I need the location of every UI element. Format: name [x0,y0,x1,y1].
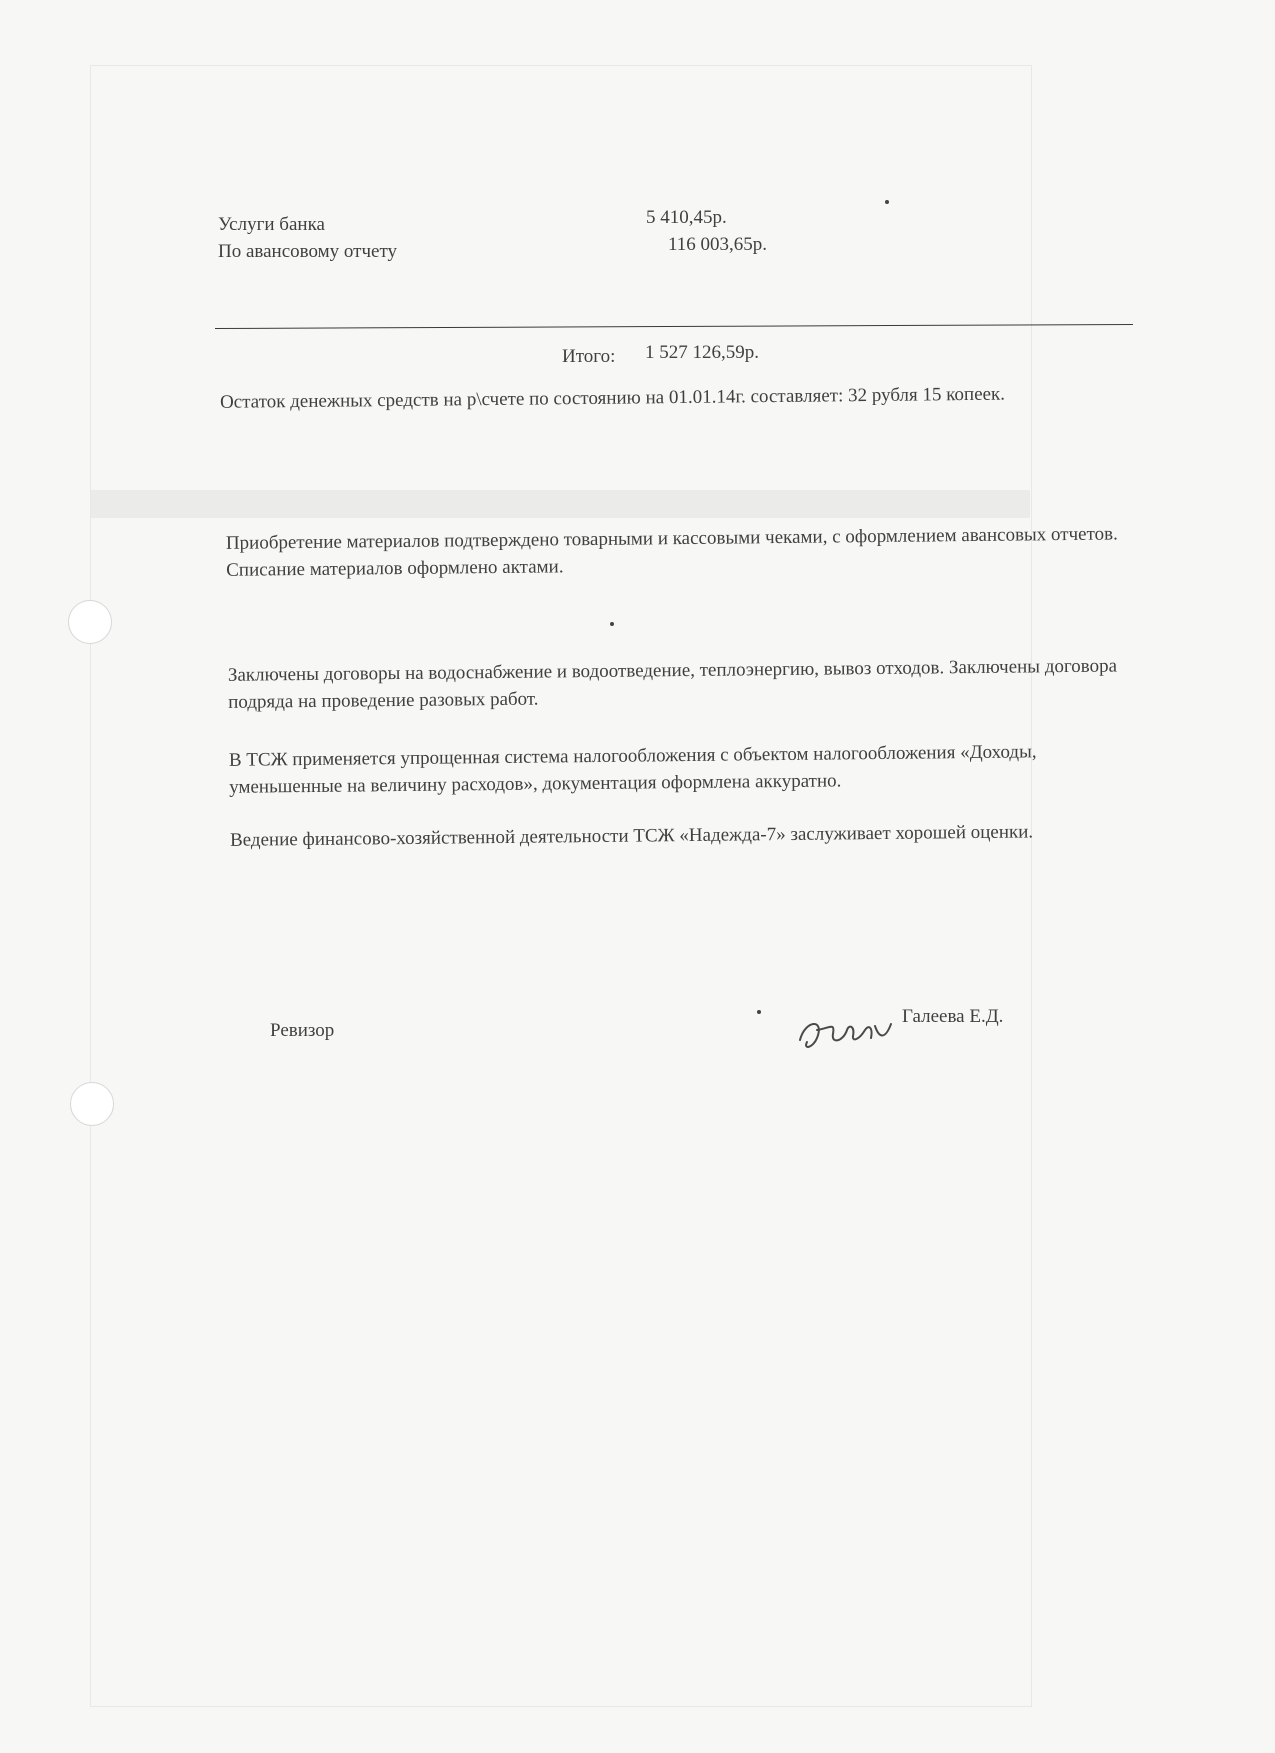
ink-speck [610,622,614,626]
total-label: Итого: [562,346,616,367]
advance-report-label: По авансовому отчету [218,241,398,262]
bleed-through-table [90,65,1032,1707]
assessment-paragraph: Ведение финансово-хозяйственной деятельности ТСЖ «Надежда-7» заслуживает хорошей оценки. [229,821,1034,851]
auditor-name: Галеева Е.Д. [902,1006,1004,1027]
bank-services-amount: 5 410,45р. [646,207,727,228]
ink-speck [757,1010,761,1014]
bank-services-label: Услуги банка [218,214,325,235]
punch-hole-icon [70,1082,114,1126]
auditor-role-label: Ревизор [270,1020,335,1041]
bleed-through-band [90,490,1030,518]
punch-hole-icon [68,600,112,644]
ink-speck [885,200,889,204]
tax-system-paragraph: В ТСЖ применяется упрощенная система налогообложения с объектом налогообложения «Доходы, уменьшенные на величину расходов», документация оформлена аккуратно. [228,741,1037,798]
total-amount: 1 527 126,59р. [645,342,759,363]
balance-paragraph: Остаток денежных средств на р\счете по состоянию на 01.01.14г. составляет: 32 рубля 15 копеек. [219,383,1006,413]
advance-report-amount: 116 003,65р. [668,234,768,255]
handwritten-signature-icon [795,1000,905,1060]
contracts-paragraph: Заключены договоры на водоснабжение и водоотведение, теплоэнергию, вывоз отходов. Заключены договора подряда на проведение разовых работ. [227,655,1118,713]
materials-paragraph: Приобретение материалов подтверждено товарными и кассовыми чеками, с оформлением авансовых отчетов. Списание материалов оформлено актами. [225,523,1118,581]
